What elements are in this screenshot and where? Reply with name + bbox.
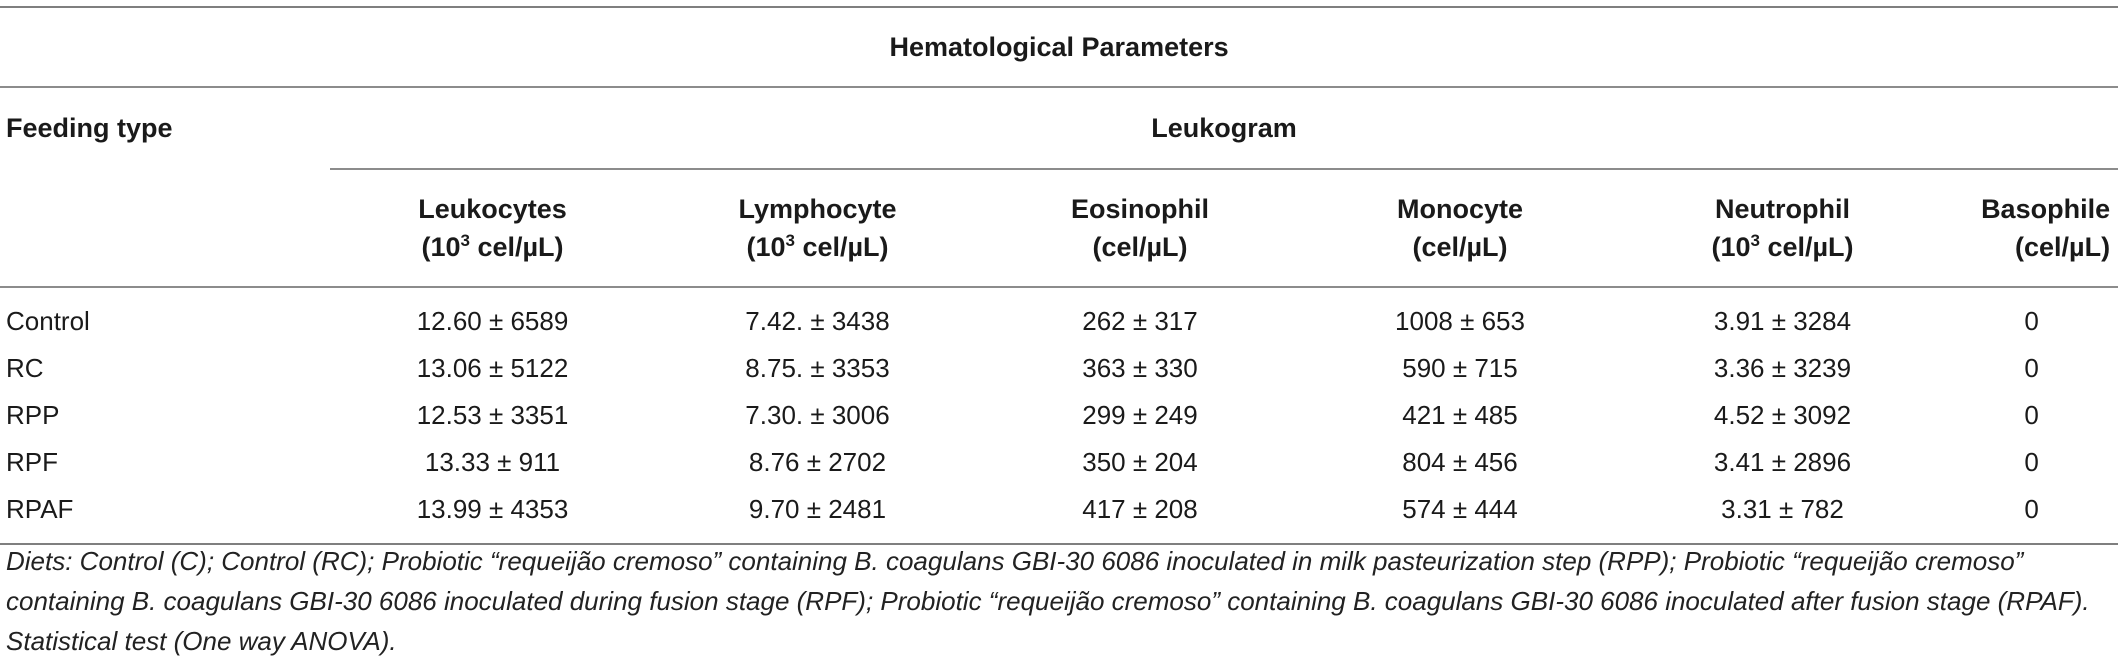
- table-title: Hematological Parameters: [0, 7, 2118, 87]
- column-unit: ($10^3$ cel/µL): [1711, 231, 1854, 262]
- table-row: [0, 287, 2118, 345]
- cell-monocyte: 574 ± 444: [1300, 486, 1620, 544]
- column-unit: (cel/µL): [2015, 232, 2111, 262]
- column-name: Lymphocyte: [738, 194, 897, 224]
- cell-leukocytes: 12.60 ± 6589: [330, 287, 655, 345]
- column-unit: (cel/µL): [1412, 232, 1508, 262]
- cell-neutrophil: 3.91 ± 3284: [1620, 287, 1945, 345]
- column-name: Basophile: [1981, 194, 2111, 224]
- column-unit: ($10^3$ cel/µL): [746, 231, 889, 262]
- column-header-leukocytes: [330, 169, 655, 287]
- group-header: Leukogram: [330, 87, 2118, 169]
- cell-neutrophil: 3.31 ± 782: [1620, 486, 1945, 544]
- row-label: Control: [0, 287, 330, 345]
- row-label: RPP: [6, 400, 60, 430]
- hematology-table: [0, 6, 2118, 545]
- cell-eosinophil: 350 ± 204: [1082, 447, 1198, 477]
- cell-basophile: 0: [2024, 447, 2039, 477]
- column-header-monocyte: [1300, 169, 1620, 287]
- cell-basophile: 0: [1945, 486, 2118, 544]
- cell-lymphocyte: 8.76 ± 2702: [748, 447, 887, 477]
- cell-neutrophil: 3.36 ± 3239: [1713, 353, 1852, 383]
- cell-monocyte: 804 ± 456: [1402, 447, 1518, 477]
- row-header-spacer: [0, 169, 330, 287]
- column-header-eosinophil: [980, 169, 1300, 287]
- table-row: [0, 486, 2118, 544]
- cell-leukocytes: 13.99 ± 4353: [330, 486, 655, 544]
- column-header-neutrophil: [1620, 169, 1945, 287]
- cell-monocyte: 421 ± 485: [1402, 400, 1518, 430]
- cell-eosinophil: 363 ± 330: [1082, 353, 1198, 383]
- table-row: [0, 439, 2118, 486]
- column-header-lymphocyte: [655, 169, 980, 287]
- cell-lymphocyte: 7.42. ± 3438: [655, 287, 980, 345]
- table-row: [0, 392, 2118, 439]
- cell-lymphocyte: 9.70 ± 2481: [655, 486, 980, 544]
- cell-leukocytes: 13.33 ± 911: [424, 447, 561, 477]
- cell-neutrophil: 3.41 ± 2896: [1713, 447, 1852, 477]
- cell-basophile: 0: [2024, 400, 2039, 430]
- cell-basophile: 0: [2024, 353, 2039, 383]
- cell-monocyte: 590 ± 715: [1402, 353, 1518, 383]
- cell-leukocytes: 12.53 ± 3351: [416, 400, 569, 430]
- cell-eosinophil: 299 ± 249: [1082, 400, 1198, 430]
- column-name: Leukocytes: [418, 194, 567, 224]
- column-name: Neutrophil: [1715, 194, 1850, 224]
- column-name: Monocyte: [1396, 194, 1523, 224]
- cell-eosinophil: 262 ± 317: [980, 287, 1300, 345]
- column-header-basophile: [1945, 169, 2118, 287]
- column-unit: (cel/µL): [1092, 232, 1188, 262]
- table-row: [0, 345, 2118, 392]
- row-label: RC: [6, 353, 44, 383]
- cell-eosinophil: 417 ± 208: [980, 486, 1300, 544]
- table-footnote: Diets: Control (C); Control (RC); Probiotic “requeijão cremoso” containing B. coagulans GBI-30 6086 inoculated in milk pasteurization step (RPP); Probiotic “requeijão cremoso” containing B. coagulans GBI-30 6086 inoculated during fusion stage (RPF); Probiotic “requeijão cremoso” containing B. coagulans GBI-30 6086 inoculated after fusion stage (RPAF). Statistical test (One way ANOVA).: [6, 546, 2090, 656]
- cell-lymphocyte: 8.75. ± 3353: [745, 353, 890, 383]
- column-unit: ($10^3$ cel/µL): [421, 231, 564, 262]
- cell-monocyte: 1008 ± 653: [1300, 287, 1620, 345]
- row-label: RPF: [6, 447, 58, 477]
- row-header: Feeding type: [0, 87, 330, 169]
- cell-neutrophil: 4.52 ± 3092: [1713, 400, 1852, 430]
- cell-lymphocyte: 7.30. ± 3006: [745, 400, 890, 430]
- column-name: Eosinophil: [1071, 194, 1209, 224]
- row-label: RPAF: [0, 486, 330, 544]
- cell-basophile: 0: [1945, 287, 2118, 345]
- cell-leukocytes: 13.06 ± 5122: [416, 353, 569, 383]
